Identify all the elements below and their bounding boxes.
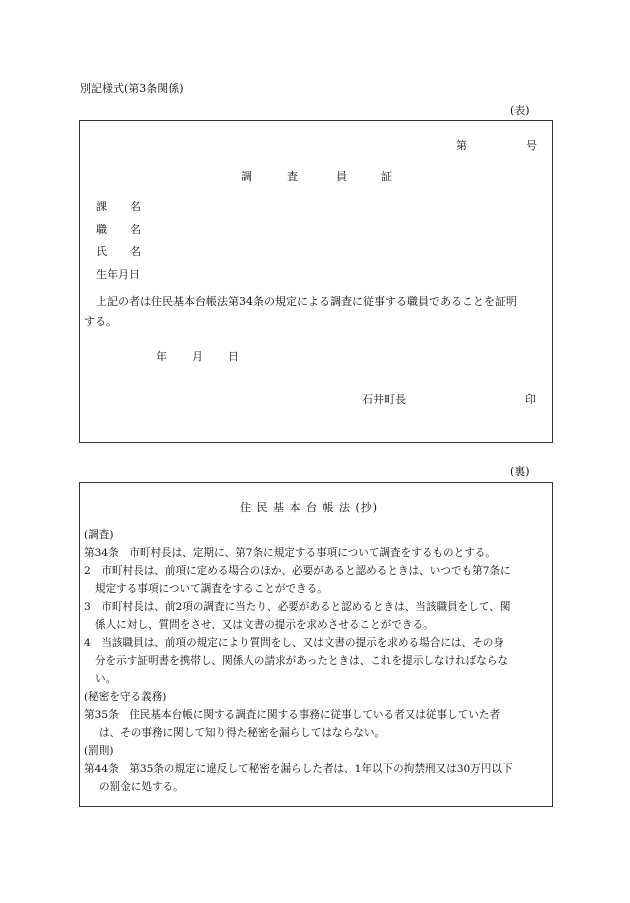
title-char-1: 調: [241, 170, 252, 183]
law-line: 3 市町村長は、前2項の調査に当たり、必要があると認めるときは、当該職員をして、関: [84, 601, 511, 613]
law-line: (調査): [84, 529, 114, 541]
law-line: い。: [95, 673, 117, 685]
law-line: の罰金に処する。: [99, 781, 184, 793]
date-year: 年: [156, 350, 167, 363]
law-line: 第44条 第35条の規定に違反して秘密を漏らした者は、1年以下の拘禁刑又は30万円以下: [84, 763, 513, 775]
field-label-birthdate: 生年月日: [96, 268, 140, 281]
title-char-2: 査: [287, 170, 298, 183]
law-line: 4 当該職員は、前項の規定により質問をし、又は文書の提示を求める場合には、その身: [84, 637, 504, 649]
field-label-section: 課: [96, 200, 107, 213]
law-title: 住 民 基 本 台 帳 法 (抄): [240, 501, 379, 514]
number-suffix: 号: [526, 139, 537, 152]
law-line: は、その事務に関して知り得た秘密を漏らしてはならない。: [99, 727, 386, 739]
front-card: [79, 120, 553, 443]
law-line: 規定する事項について調査をすることができる。: [95, 583, 328, 595]
law-line: 第35条 住民基本台帳に関する調査に関する事務に従事している者又は従事していた者: [84, 709, 501, 721]
statement-line-2: する。: [84, 315, 117, 328]
back-side-label: (裏): [510, 465, 530, 478]
title-char-4: 証: [381, 170, 392, 183]
field-label-section-2: 名: [130, 200, 141, 213]
statement-line-1: 上記の者は住民基本台帳法第34条の規定による調査に従事する職員であることを証明: [96, 295, 517, 308]
field-label-post: 職: [96, 223, 107, 236]
field-label-post-2: 名: [130, 223, 141, 236]
issuer: 石井町長: [362, 393, 406, 406]
front-side-label: (表): [510, 104, 530, 117]
law-line: (罰則): [84, 745, 114, 757]
date-month: 月: [192, 350, 203, 363]
form-title: 別記様式(第3条関係): [80, 82, 184, 95]
law-line: 第34条 市町村長は、定期に、第7条に規定する事項について調査をするものとする。: [84, 547, 496, 559]
date-day: 日: [228, 350, 239, 363]
number-prefix: 第: [456, 139, 467, 152]
law-line: (秘密を守る義務): [84, 691, 167, 703]
field-label-name: 氏: [96, 245, 107, 258]
law-line: 係人に対し、質問をさせ、又は文書の提示を求めさせることができる。: [95, 619, 434, 631]
seal: 印: [525, 393, 536, 406]
law-line: 2 市町村長は、前項に定める場合のほか、必要があると認めるときは、いつでも第7条に: [84, 565, 511, 577]
law-line: 分を示す証明書を携帯し、関係人の請求があったときは、これを提示しなければならな: [95, 655, 509, 667]
title-char-3: 員: [336, 170, 347, 183]
field-label-name-2: 名: [130, 245, 141, 258]
